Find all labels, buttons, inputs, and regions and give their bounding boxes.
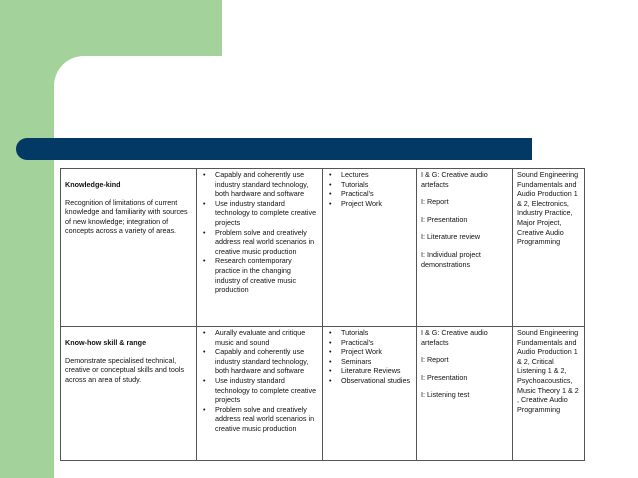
list-item: • Lectures: [327, 170, 412, 180]
list-item: • Research contemporary practice in the changing industry of creative music production: [201, 256, 318, 294]
assessment-item: I: Report: [421, 355, 449, 365]
learning-outcomes-table: [60, 168, 585, 461]
list-item: • Practical’s: [327, 189, 412, 199]
list-item: • Practical’s: [327, 338, 412, 348]
row-heading: Knowledge-kind: [65, 180, 121, 189]
list-item: • Problem solve and creatively address real world scenarios in creative music production: [201, 405, 318, 434]
assessment-cell: [417, 169, 513, 327]
strand-cell: [61, 169, 197, 327]
list-item: • Literature Reviews: [327, 366, 412, 376]
list-item: • Capably and coherently use industry standard technology, both hardware and software: [201, 170, 318, 199]
title-bar: [16, 138, 532, 160]
strand-cell: [61, 327, 197, 461]
assessment-item: I: Listening test: [421, 390, 470, 400]
list-item: • Tutorials: [327, 180, 412, 190]
module-list: Sound Engineering Fundamentals and Audio Production 1 & 2, Critical Listening 1 & 2, Psychoacoustics, Music Theory 1 & 2 , Creative Audio Programming: [517, 328, 579, 414]
module-list: Sound Engineering Fundamentals and Audio Production 1 & 2, Electronics, Industry Practice, Major Project, Creative Audio Programming: [517, 170, 579, 247]
outcomes-cell: [197, 169, 323, 327]
list-item: • Use industry standard technology to complete creative projects: [201, 376, 318, 405]
list-item: • Project Work: [327, 347, 412, 357]
modules-cell: [513, 169, 585, 327]
list-item: • Observational studies: [327, 376, 412, 386]
assessment-item: I: Individual project demonstrations: [421, 249, 481, 269]
assessment-cell: [417, 327, 513, 461]
methods-cell: [323, 169, 417, 327]
assessment-item: I: Presentation: [421, 214, 468, 224]
assessment-item: I: Literature review: [421, 232, 481, 242]
row-description: Demonstrate specialised technical, creative or conceptual skills and tools across an area of study.: [65, 355, 185, 384]
assessment-item: I: Report: [421, 197, 449, 207]
row-description: Recognition of limitations of current knowledge and familiarity with sources of new knowledge; integration of concepts across a variety of areas.: [65, 197, 188, 236]
assessment-item: I & G: Creative audio artefacts: [421, 328, 488, 347]
list-item: • Use industry standard technology to complete creative projects: [201, 199, 318, 228]
methods-cell: [323, 327, 417, 461]
list-item: • Project Work: [327, 199, 412, 209]
assessment-item: I: Presentation: [421, 372, 468, 382]
assessment-item: I & G: Creative audio artefacts: [421, 170, 488, 189]
list-item: • Problem solve and creatively address real world scenarios in creative music production: [201, 228, 318, 257]
list-item: • Capably and coherently use industry standard technology, both hardware and software: [201, 347, 318, 376]
table-row: [61, 327, 585, 461]
table-row: [61, 169, 585, 327]
list-item: • Tutorials: [327, 328, 412, 338]
row-heading: Know-how skill & range: [65, 338, 147, 347]
list-item: • Seminars: [327, 357, 412, 367]
list-item: • Aurally evaluate and critique music and sound: [201, 328, 318, 347]
outcomes-cell: [197, 327, 323, 461]
modules-cell: [513, 327, 585, 461]
